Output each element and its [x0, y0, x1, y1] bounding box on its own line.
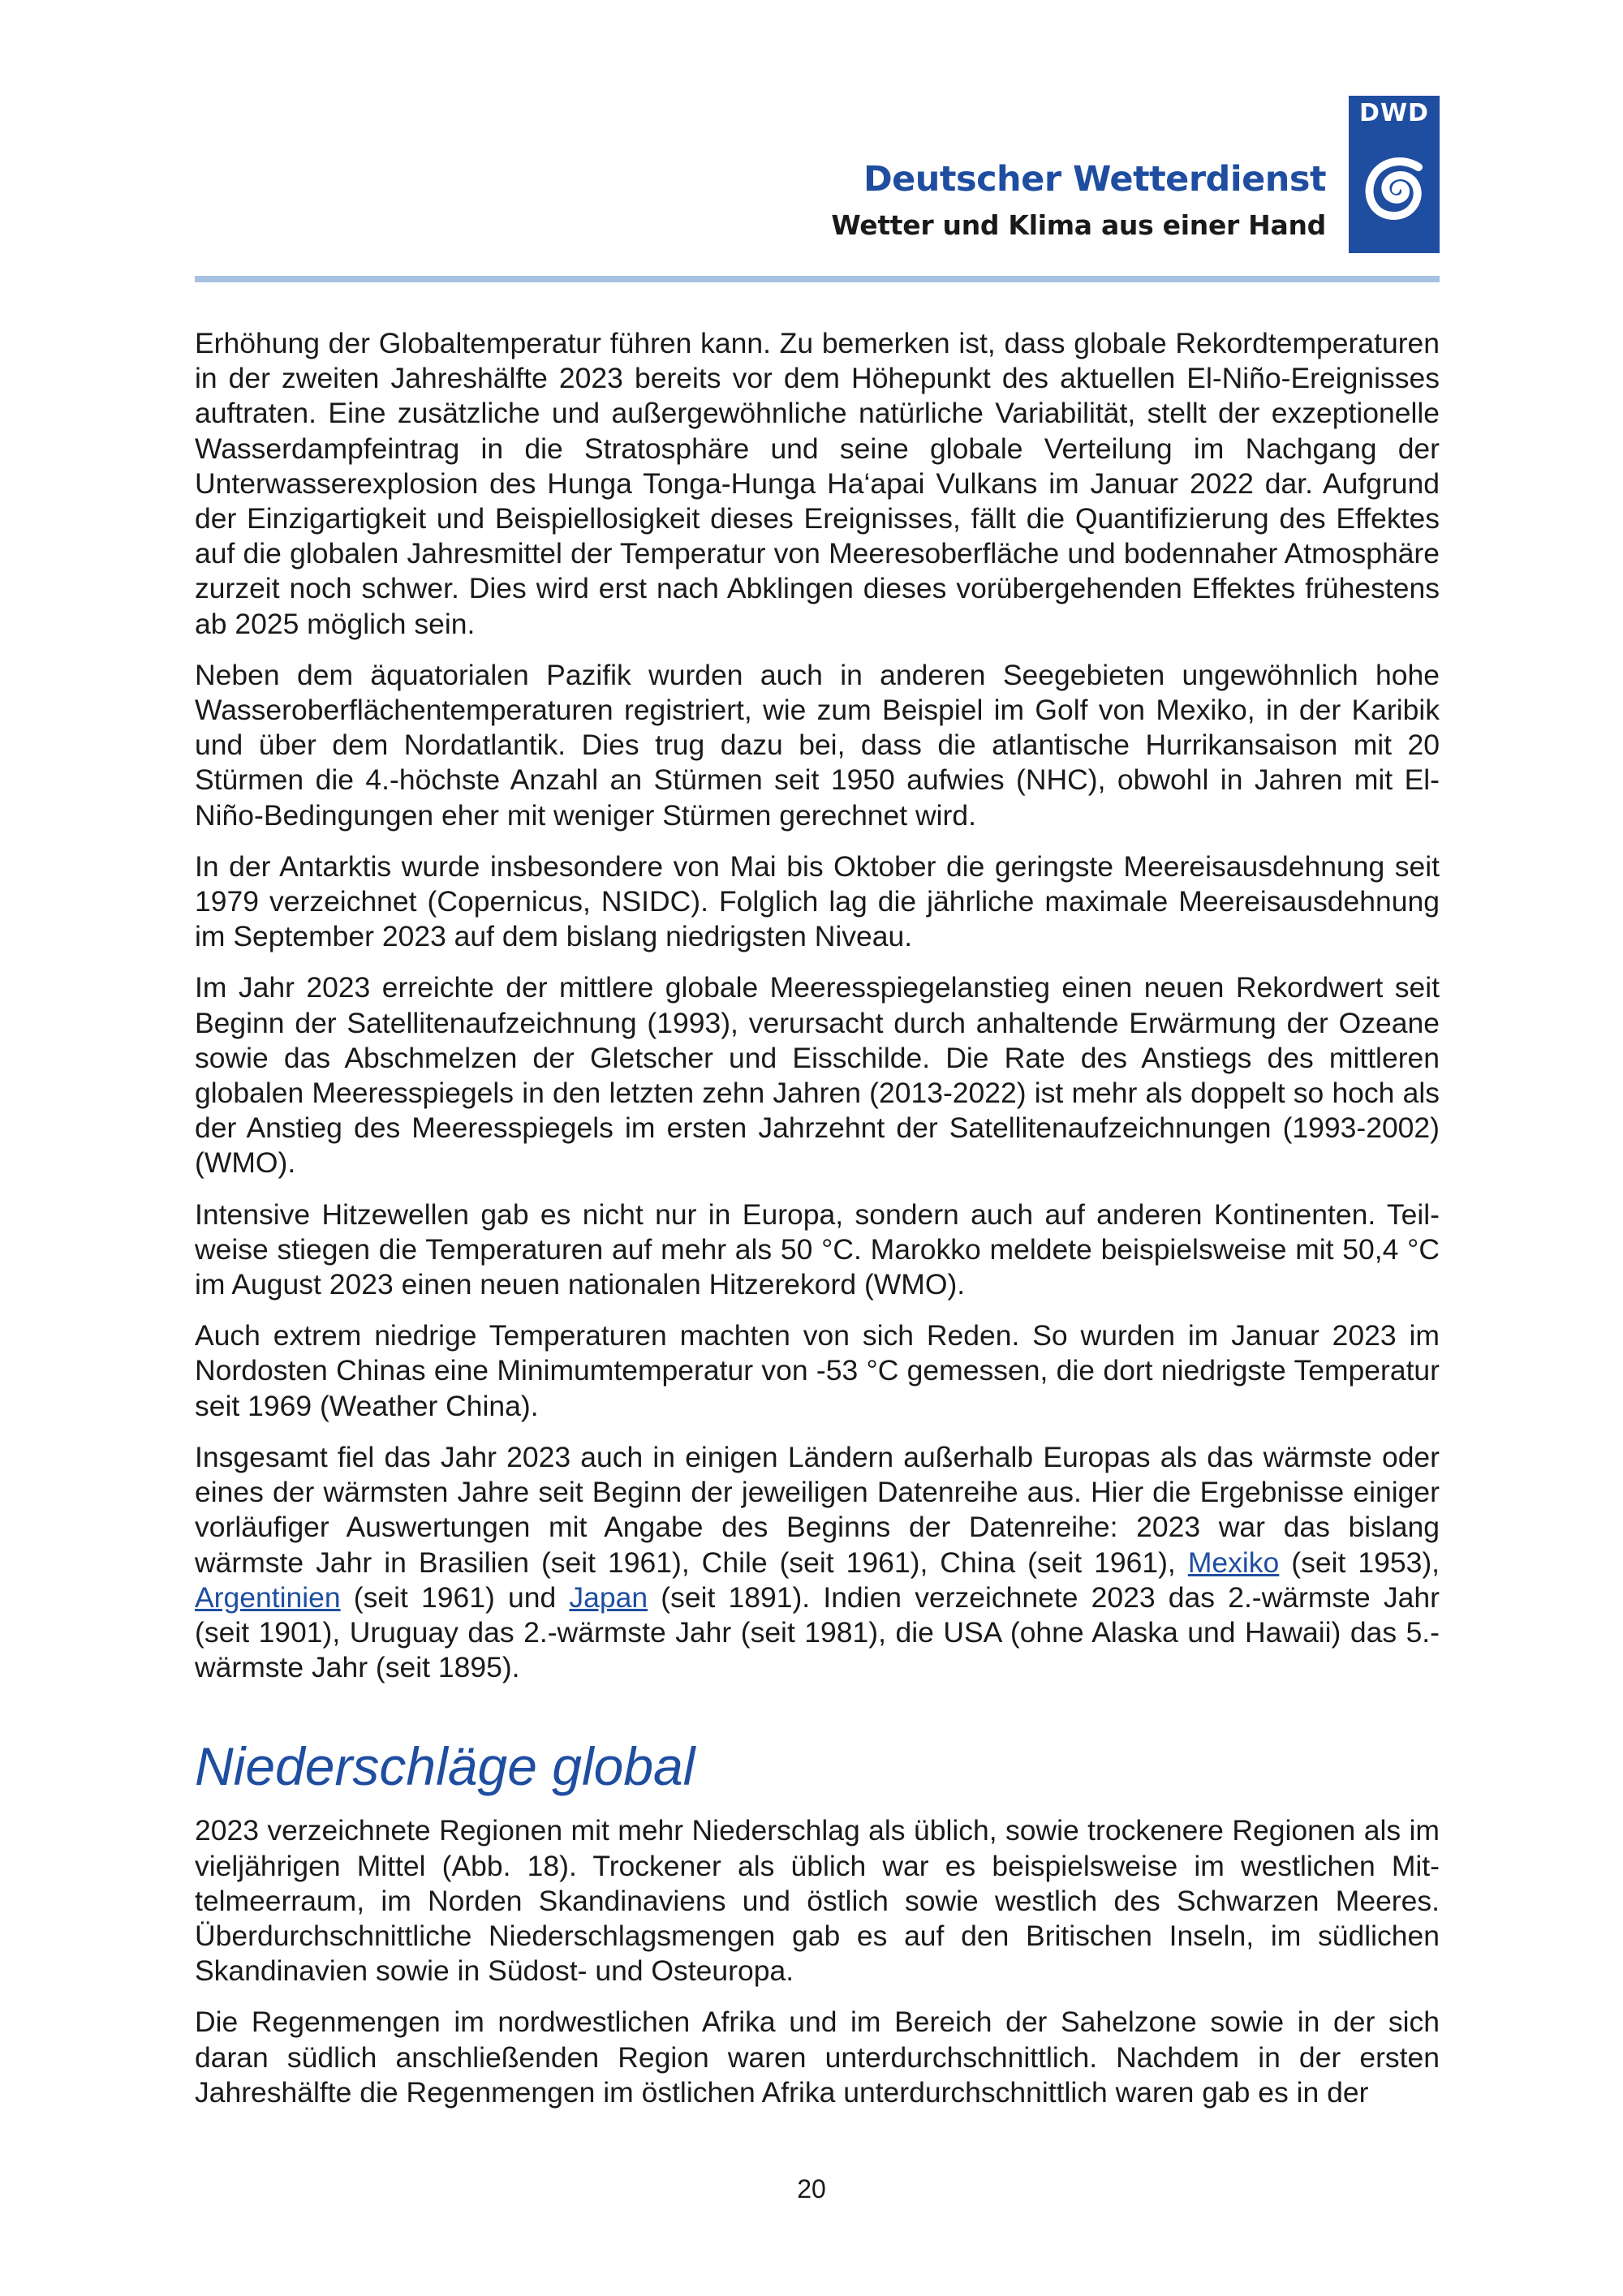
document-body [195, 326, 1440, 2126]
paragraph: Im Jahr 2023 erreichte der mittlere globale Meeresspiegelanstieg einen neuen Rekordwert seit Beginn der Satellitenaufzeichnung (1993), verursacht durch anhaltende Erwärmung der Ozeane sowie das Abschmelzen der Gletscher und Eisschilde. Die Rate des Anstiegs des mittleren globalen Meeresspiegels in den letzten zehn Jahren (2013-2022) ist mehr als doppelt so hoch als der Anstieg des Meeresspiegels im ersten Jahrzehnt der Satellitenaufzeichnungen (1993-2002) (WMO). [195, 971, 1440, 1180]
dwd-logo [1349, 96, 1440, 253]
header-divider [195, 276, 1440, 282]
spiral-logo-icon [1354, 136, 1435, 247]
page-header [195, 96, 1440, 282]
link-mexiko[interactable]: Mexiko [1187, 1546, 1280, 1579]
paragraph-text: (seit 1953), [1291, 1546, 1440, 1579]
paragraph-text: (seit 1891). Indien verzeichnete 2023 das 2.-wärmste Jahr (seit 1901), Uruguay das 2.-wärmste Jahr (seit 1981), die USA (ohne Alaska und Hawaii) das 5.-wärmste Jahr (seit 1895). [195, 1580, 1440, 1684]
paragraph-text: (seit 1961) und [353, 1580, 557, 1614]
paragraph: Neben dem äquatorialen Pazifik wurden auch in anderen Seegebieten ungewöhnlich hohe Wasseroberflächentemperaturen registriert, wie zum Beispiel im Golf von Mexiko, in der Karibik und über dem Nordatlantik. Dies trug dazu bei, dass die atlantische Hurrikansaison mit 20 Stürmen die 4.-höchste Anzahl an Stürmen seit 1950 aufwies (NHC), obwohl in Jahren mit El-Niño-Bedingungen eher mit weniger Stürmen gerechnet wird. [195, 658, 1440, 832]
page-number: 20 [797, 2174, 826, 2204]
paragraph: Intensive Hitzewellen gab es nicht nur in Europa, sondern auch auf anderen Kontinenten. Teilweise stiegen die Temperaturen auf mehr als 50 °C. Marokko meldete beispielsweise mit 50,4 °C im August 2023 einen neuen nationalen Hitzerekord (WMO). [195, 1197, 1440, 1301]
org-tagline: Wetter und Klima aus einer Hand [831, 209, 1326, 241]
paragraph: Auch extrem niedrige Temperaturen machten von sich Reden. So wurden im Januar 2023 im Nordosten Chinas eine Minimumtemperatur von -53 °C gemessen, die dort niedrigste Temperatur seit 1969 (Weather China). [195, 1319, 1440, 1422]
org-name: Deutscher Wetterdienst [863, 159, 1326, 200]
section-heading: Niederschläge global [195, 1736, 695, 1797]
paragraph-text: Insgesamt fiel das Jahr 2023 auch in einigen Ländern außerhalb Europas als das wärmste oder eines der wärmsten Jahre seit Beginn der jeweiligen Datenreihe aus. Hier die Ergebnisse einiger vorläufiger Auswertungen mit Angabe des Beginns der Datenreihe: 2023 war das bislang wärmste Jahr in Brasilien (seit 1961), Chile (seit 1961), China (seit 1961), [195, 1440, 1440, 1579]
link-argentinien[interactable]: Argentinien [195, 1580, 341, 1614]
logo-text: DWD [1359, 99, 1429, 127]
paragraph: Die Regenmengen im nordwestlichen Afrika und im Bereich der Sahelzone sowie in der sich daran südlich anschließenden Region waren unterdurchschnittlich. Nachdem in der ersten Jahreshälfte die Regenmengen im östlichen Afrika unterdurchschnittlich waren gab es in der [195, 2006, 1440, 2109]
paragraph: 2023 verzeichnete Regionen mit mehr Niederschlag als üblich, sowie trockenere Regionen als im vieljährigen Mittel (Abb. 18). Trockener als üblich war es beispielsweise im westlichen Mittelmeerraum, im Norden Skandinaviens und östlich sowie westlich des Schwarzen Meeres. Überdurchschnittliche Niederschlagsmengen gab es auf den Britischen Inseln, im südlichen Skandinavien sowie in Südost- und Osteuropa. [195, 1814, 1440, 1988]
paragraph-with-links [195, 1440, 1440, 1685]
link-japan[interactable]: Japan [569, 1580, 648, 1614]
paragraph: Erhöhung der Globaltemperatur führen kann. Zu bemerken ist, dass globale Rekordtemperaturen in der zweiten Jahreshälfte 2023 bereits vor dem Höhepunkt des aktuellen El-Niño-Ereignisses auftraten. Eine zusätzliche und außergewöhnliche natürliche Variabilität, stellt der exzeptionelle Wasserdampfeintrag in die Stratosphäre und seine globale Verteilung im Nachgang der Unterwasserexplosion des Hunga Tonga-Hunga Ha‘apai Vulkans im Januar 2022 dar. Aufgrund der Einzigartigkeit und Beispiellosigkeit dieses Ereignisses, fällt die Quantifizierung des Effektes auf die globalen Jahresmittel der Temperatur von Meeresoberfläche und bodennaher Atmosphäre zurzeit noch schwer. Dies wird erst nach Abklingen dieses vorübergehenden Effektes frühestens ab 2025 möglich sein. [195, 327, 1440, 640]
paragraph: In der Antarktis wurde insbesondere von Mai bis Oktober die geringste Meereisausdehnung seit 1979 verzeichnet (Copernicus, NSIDC). Folglich lag die jährliche maximale Meereisausdehnung im September 2023 auf dem bislang niedrigsten Niveau. [195, 849, 1440, 953]
